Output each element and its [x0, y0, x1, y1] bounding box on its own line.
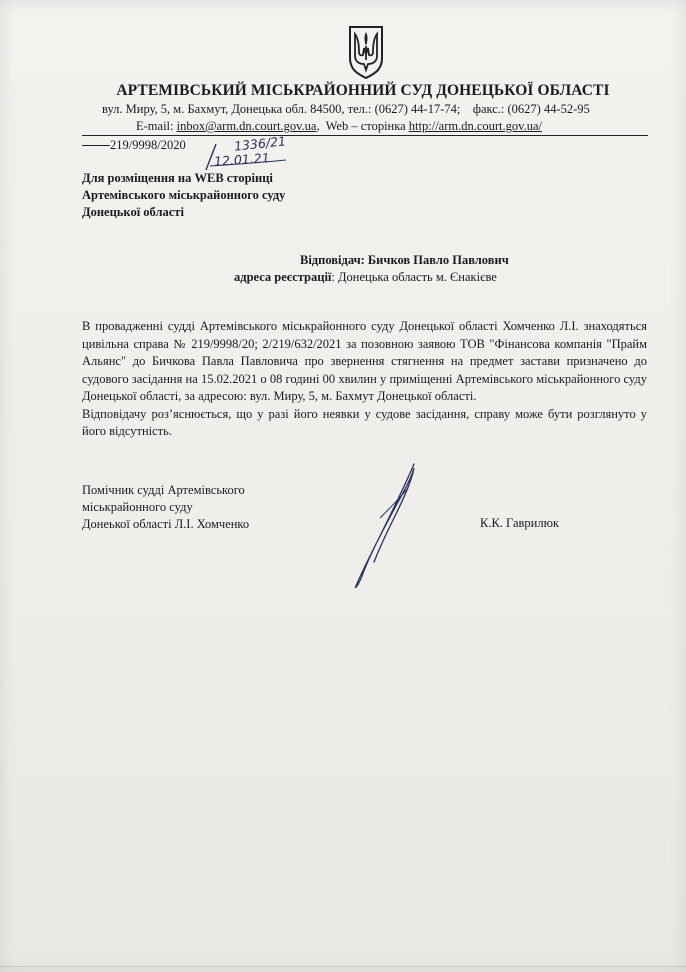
signatory-line-1: Помічник судді Артемівського [82, 483, 245, 497]
court-address [102, 102, 662, 117]
court-name-heading: АРТЕМІВСЬКИЙ МІСЬКРАЙОННИЙ СУД ДОНЕЦЬКОЇ ОБЛАСТІ [116, 82, 610, 99]
notice-paragraph-2: Відповідачу роз’яснюється, що у разі його неявки у судове засідання, справу може бути розглянуто у його відсутність. [82, 406, 647, 438]
email-link[interactable]: inbox@arm.dn.court.gov.ua [176, 119, 317, 133]
handwritten-signature-icon [334, 458, 434, 598]
signatory-block [82, 482, 249, 533]
court-fax: факс.: (0627) 44-52-95 [472, 102, 590, 116]
outgoing-number-value: 219/9998/2020 [110, 138, 186, 152]
notice-body [82, 318, 647, 441]
court-address-text: вул. Миру, 5, м. Бахмут, Донецька обл. 84500, тел.: (0627) 44-17-74; [102, 102, 461, 116]
signatory-line-3: Донеької області Л.І. Хомченко [82, 517, 250, 531]
registration-address-value: : Донецька область м. Єнакієве [331, 270, 497, 284]
web-note-line-3: Донецької області [82, 205, 184, 219]
defendant-label: Відповідач: [300, 253, 365, 267]
court-contacts: E-mail: inbox@arm.dn.court.gov.ua, Web – сторінка http://arm.dn.court.gov.ua/ [136, 119, 542, 133]
trident-emblem-icon [346, 24, 386, 80]
registration-address-label: адреса реєстрації [234, 270, 332, 284]
defendant-name: Бичков Павло Павлович [367, 253, 509, 267]
page-bottom-edge [0, 966, 686, 967]
web-publication-note [82, 170, 285, 221]
outgoing-number-blank [82, 145, 110, 146]
signatory-line-2: міськрайонного суду [82, 500, 193, 514]
web-note-line-1: Для розміщення на WEB сторінці [82, 171, 273, 185]
handwritten-date: 12.01.21 [213, 150, 271, 169]
email-label: E-mail: [136, 119, 174, 133]
signer-name: К.К. Гаврилюк [480, 516, 560, 530]
web-note-line-2: Артемівського міськрайонного суду [82, 188, 286, 202]
handwritten-reg-number: 1336/21 [233, 133, 287, 154]
web-label: Web – сторінка [325, 119, 406, 133]
registration-address-line [234, 270, 497, 285]
defendant-line [300, 253, 509, 268]
header-divider [82, 135, 648, 136]
notice-paragraph-1: В провадженні судді Артемівського міськрайонного суду Донецької області Хомченко Л.І. знаходяться цивільна справа № 219/9998/20; 2/219/632/2021 за позовною заявою ТОВ "Фінансова компанія "Прайм Альянс" до Бичкова Павла Павловича про звернення стягнення на предмет застави призначено до судового засідання на 15.02.2021 о 08 годині 00 хвилин у приміщенні Артемівського міськрайонного суду Донецької області, за адресою: вул. Миру, 5, м. Бахмут Донецької області. [82, 319, 647, 403]
website-link[interactable]: http://arm.dn.court.gov.ua/ [408, 119, 542, 133]
outgoing-number [82, 138, 186, 153]
